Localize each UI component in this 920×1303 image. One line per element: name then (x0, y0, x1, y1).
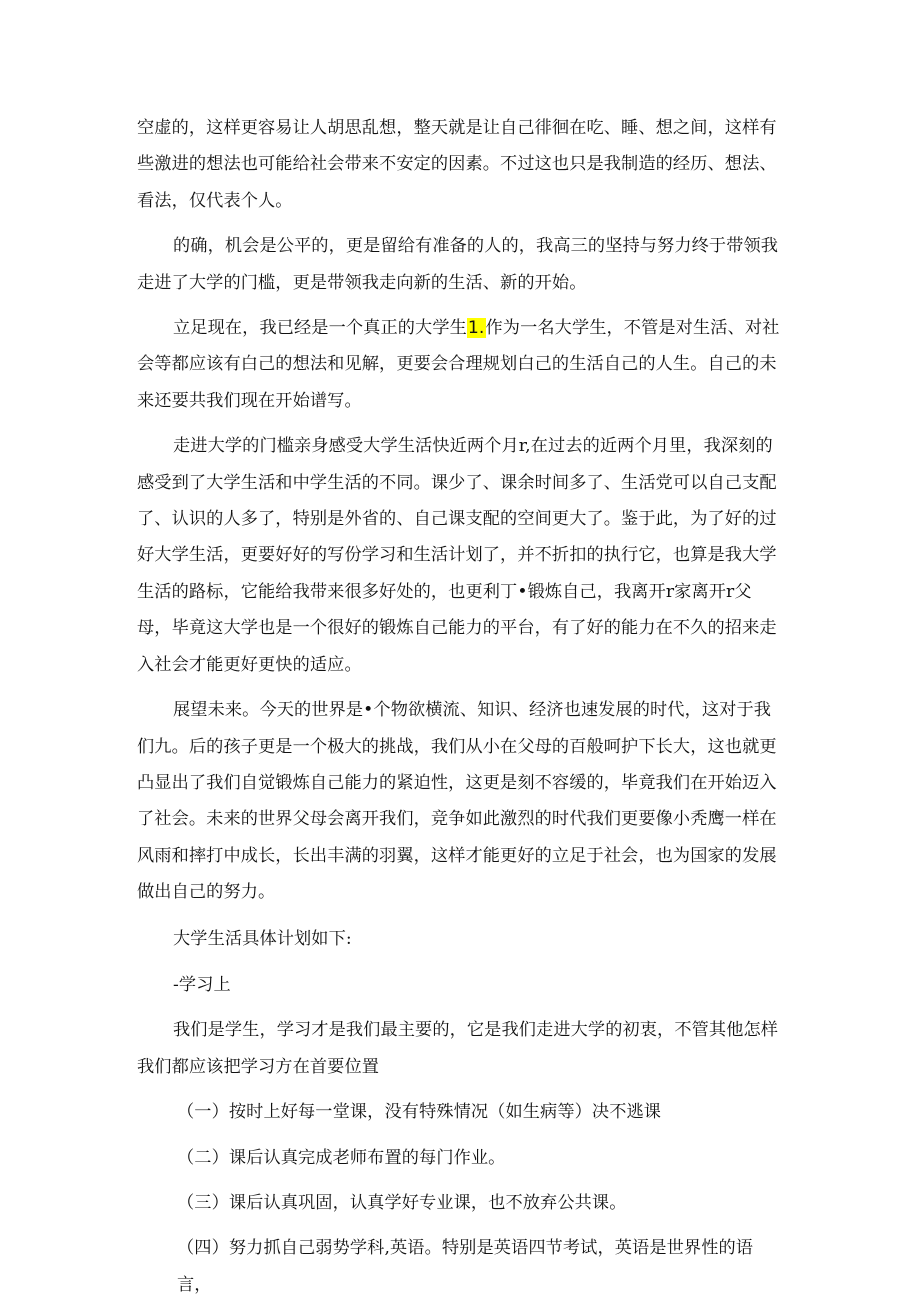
paragraph-3 (137, 310, 785, 419)
highlighted-number: 1. (467, 318, 485, 339)
study-section-heading: -学习上 (173, 974, 231, 995)
paragraph-4: 走进大学的门槛亲身感受大学生活快近两个月r,在过去的近两个月里，我深刻的感受到了大学生活和中学生活的不同。课少了、课余时间多了、生活党可以自己支配了、认识的人多了，特别是外省的、自己课支配的空间更大了。鉴于此，为了好的过好大学生活，更要好好的写份学习和生活计划了，并不折扣的执行它，也算是我大学生活的路标，它能给我带来很多好处的，也更利丁•锻炼自己，我离开r家离开r父母，毕竟这大学也是一个很好的锻炼自己能力的平台，有了好的能力在不久的招来走入社会才能更好更快的适应。 (137, 436, 777, 675)
plan-heading: 大学生活具体计划如下: (173, 928, 352, 949)
paragraph-3-end: 作为一名大学生，不管是对生活、对社会等都应该有白己的想法和见解，更要会合理规划白己的生活自己的人生。自己的未来还要共我们现在开始谱写。 (137, 318, 780, 411)
study-intro-paragraph: 我们是学生，学习才是我们最主要的，它是我们走进大学的初衷，不管其他怎样我们都应该把学习方在首要位置 (137, 1020, 779, 1077)
paragraph-1: 空虚的，这样更容易让人胡思乱想，整天就是让自己徘徊在吃、睡、想之间，这样有些激进的想法也可能给社会带来不安定的因素。不过这也只是我制造的经历、想法、看法，仅代表个人。 (137, 118, 777, 211)
document-body (137, 110, 785, 1303)
paragraph-3-start: 立足现在，我已经是一个真正的大学生 (173, 318, 467, 339)
list-item: （四）努力抓自己弱势学科,英语。特别是英语四节考试，英语是世界性的语言， (177, 1238, 754, 1295)
list-item: （一）按时上好每一堂课，没有特殊情况（如生病等）决不逃课 (177, 1102, 662, 1123)
list-item: （三）课后认真巩固，认真学好专业课，也不放弃公共课。 (177, 1192, 627, 1213)
paragraph-2: 的确，机会是公平的，更是留给有准备的人的，我高三的坚持与努力终于带领我走进了大学的门槛，更是带领我走向新的生活、新的开始。 (137, 236, 779, 293)
list-item: （二）课后认真完成老师布置的每门作业。 (177, 1147, 506, 1168)
paragraph-5: 展望未来。今天的世界是•个物欲横流、知识、经济也速发展的时代，这对于我们九。后的孩子更是一个极大的挑战，我们从小在父母的百般呵护下长大，这也就更凸显出了我们自觉锻炼自己能力的紧迫性，这更是刻不容缓的，毕竟我们在开始迈入了社会。未来的世界父母会离开我们，竞争如此激烈的时代我们更要像小秃鹰一样在风雨和摔打中成长，长出丰满的羽翼，这样才能更好的立足于社会，也为国家的发展做出自己的努力。 (137, 700, 777, 903)
